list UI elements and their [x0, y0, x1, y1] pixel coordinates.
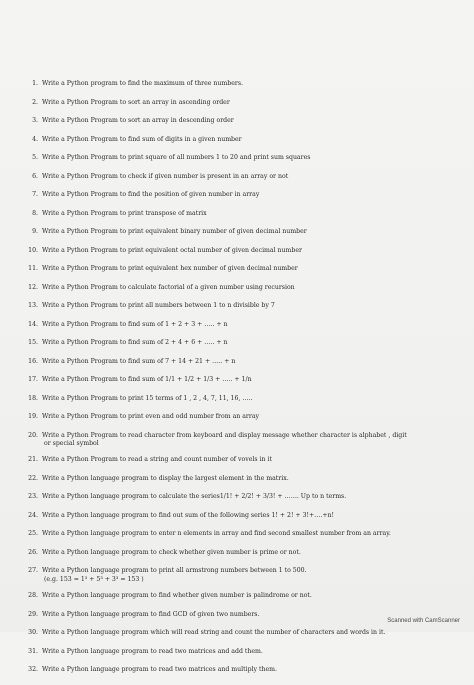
item-number: 28.	[28, 592, 38, 600]
item-continuation-text: (e.g. 153 = 1³ + 5³ + 3³ = 153 )	[44, 575, 144, 583]
list-item	[22, 117, 462, 125]
item-text	[42, 648, 462, 656]
item-text	[42, 413, 462, 421]
list-item	[22, 413, 462, 421]
item-main-text: Write a Python language program to find GCD of given two numbers.	[42, 610, 260, 618]
item-main-text: Write a Python Program to print all numbers between 1 to n divisible by 7	[42, 302, 275, 309]
item-number: 20.	[28, 431, 38, 439]
item-main-text: Write a Python Program to print equivalent binary number of given decimal number	[42, 228, 307, 235]
item-main-text: Write a Python Program to calculate factorial of a given number using recursion	[42, 283, 295, 291]
item-number: 25.	[28, 530, 38, 538]
list-item	[22, 567, 462, 583]
item-text	[42, 549, 462, 557]
scanner-watermark: Scanned with CamScanner	[387, 618, 460, 624]
item-text	[42, 395, 462, 403]
item-number: 14.	[28, 320, 38, 328]
list-item	[22, 512, 462, 520]
list-item	[22, 302, 462, 310]
item-main-text: Write a Python language program to find whether given number is palindrome or not.	[42, 592, 312, 600]
item-main-text: Write a Python Program to print equivalent hex number of given decimal number	[42, 265, 298, 272]
item-main-text: Write a Python language program to read two matrices and add them.	[42, 647, 263, 655]
list-item	[22, 99, 462, 107]
item-text	[42, 432, 462, 448]
item-text	[42, 210, 462, 218]
item-text	[42, 228, 462, 236]
list-item	[22, 629, 462, 637]
list-item	[22, 339, 462, 347]
item-text	[42, 173, 462, 181]
item-number: 32.	[28, 666, 38, 674]
item-number: 30.	[28, 629, 38, 637]
item-number: 9.	[32, 228, 38, 235]
item-number: 2.	[32, 98, 38, 106]
item-text	[42, 358, 462, 366]
item-number: 27.	[28, 567, 38, 575]
item-text	[42, 629, 462, 637]
list-item	[22, 154, 462, 162]
list-item	[22, 530, 462, 538]
list-item	[22, 173, 462, 181]
item-text	[42, 154, 462, 162]
item-number: 4.	[32, 135, 38, 143]
item-text	[42, 339, 462, 347]
item-number: 7.	[32, 191, 38, 198]
list-item	[22, 191, 462, 199]
item-number: 1.	[32, 80, 38, 87]
item-main-text: Write a Python language program to print all armstrong numbers between 1 to 500.	[42, 567, 307, 575]
item-main-text: Write a Python Program to check if given number is present in an array or not	[42, 172, 289, 180]
list-item	[22, 395, 462, 403]
item-text	[42, 321, 462, 329]
list-item	[22, 358, 462, 366]
list-item	[22, 648, 462, 656]
item-main-text: Write a Python language program to find out sum of the following series 1! + 2! + 3!+….+n!	[42, 511, 334, 519]
item-text	[42, 117, 462, 125]
item-main-text: Write a Python language program which will read string and count the number of characters and words in it.	[42, 629, 386, 637]
list-item	[22, 265, 462, 273]
list-item	[22, 210, 462, 218]
list-item	[22, 80, 462, 88]
item-number: 13.	[28, 302, 38, 309]
item-number: 3.	[32, 117, 38, 124]
item-main-text: Write a Python Program to sort an array in ascending order	[42, 98, 230, 106]
item-text	[42, 265, 462, 273]
item-text	[42, 475, 462, 483]
item-main-text: Write a Python Program to find sum of 1 + 2 + 3 + ….. + n	[42, 320, 228, 328]
item-main-text: Write a Python Program to find sum of digits in a given number	[42, 135, 242, 143]
item-number: 31.	[28, 647, 38, 655]
item-main-text: Write a Python Program to print transpose of matrix	[42, 209, 207, 217]
item-text	[42, 247, 462, 255]
item-main-text: Write a Python Program to find sum of 1/1 + 1/2 + 1/3 + ….. + 1/n	[42, 376, 252, 383]
item-text	[42, 80, 462, 88]
item-number: 23.	[28, 493, 38, 501]
list-item	[22, 136, 462, 144]
item-main-text: Write a Python program to find the maximum of three numbers.	[42, 80, 243, 87]
item-text	[42, 530, 462, 538]
question-list	[22, 80, 462, 685]
item-number: 24.	[28, 511, 38, 519]
item-number: 8.	[32, 209, 38, 217]
item-number: 12.	[28, 283, 38, 291]
list-item	[22, 666, 462, 674]
item-main-text: Write a Python Program to sort an array in descending order	[42, 117, 234, 124]
list-item	[22, 475, 462, 483]
item-main-text: Write a Python Program to print 15 terms of 1 , 2 , 4, 7, 11, 16, …..	[42, 394, 253, 402]
item-main-text: Write a Python Program to print square of all numbers 1 to 20 and print sum squares	[42, 154, 311, 161]
item-text	[42, 666, 462, 674]
list-item	[22, 284, 462, 292]
item-number: 11.	[28, 265, 38, 272]
item-number: 5.	[32, 154, 38, 161]
item-number: 22.	[28, 474, 38, 482]
item-main-text: Write a Python Program to read character from keyboard and display message whether character is alphabet , digit	[42, 431, 407, 439]
list-item	[22, 321, 462, 329]
list-item	[22, 456, 462, 464]
item-text	[42, 512, 462, 520]
item-main-text: Write a Python Program to find the position of given number in array	[42, 191, 260, 198]
list-item	[22, 549, 462, 557]
item-number: 15.	[28, 339, 38, 346]
item-number: 6.	[32, 172, 38, 180]
item-main-text: Write a Python language program to read two matrices and multiply them.	[42, 666, 277, 674]
list-item	[22, 592, 462, 600]
item-main-text: Write a Python language program to enter n elements in array and find second smallest number from an array.	[42, 530, 391, 538]
item-text	[42, 456, 462, 464]
list-item	[22, 493, 462, 501]
item-number: 17.	[28, 376, 38, 383]
item-number: 19.	[28, 413, 38, 420]
item-number: 18.	[28, 394, 38, 402]
list-item	[22, 247, 462, 255]
item-text	[42, 493, 462, 501]
item-main-text: Write a Python Program to find sum of 7 + 14 + 21 + ….. + n	[42, 357, 236, 365]
item-main-text: Write a Python Program to print equivalent octal number of given decimal number	[42, 246, 302, 254]
item-continuation-text: or special symbol	[44, 439, 99, 447]
item-text	[42, 191, 462, 199]
item-number: 29.	[28, 610, 38, 618]
item-number: 21.	[28, 456, 38, 464]
item-number: 26.	[28, 548, 38, 556]
item-text	[42, 284, 462, 292]
item-text	[42, 592, 462, 600]
list-item	[22, 228, 462, 236]
item-main-text: Write a Python language program to display the largest element in the matrix.	[42, 474, 289, 482]
list-item	[22, 432, 462, 448]
item-main-text: Write a Python language program to calculate the series1/1! + 2/2! + 3/3! + ……. Up to n terms.	[42, 493, 347, 501]
item-text	[42, 136, 462, 144]
item-number: 16.	[28, 357, 38, 365]
item-main-text: Write a Python Program to find sum of 2 + 4 + 6 + ….. + n	[42, 339, 228, 346]
item-text	[42, 376, 462, 384]
item-number: 10.	[28, 246, 38, 254]
item-text	[42, 99, 462, 107]
item-text	[42, 567, 462, 583]
list-item	[22, 376, 462, 384]
item-main-text: Write a Python Program to print even and odd number from an array	[42, 413, 260, 420]
item-main-text: Write a Python Program to read a string and count number of vovels in it	[42, 456, 272, 464]
item-text	[42, 302, 462, 310]
item-main-text: Write a Python language program to check whether given number is prime or not.	[42, 548, 301, 556]
